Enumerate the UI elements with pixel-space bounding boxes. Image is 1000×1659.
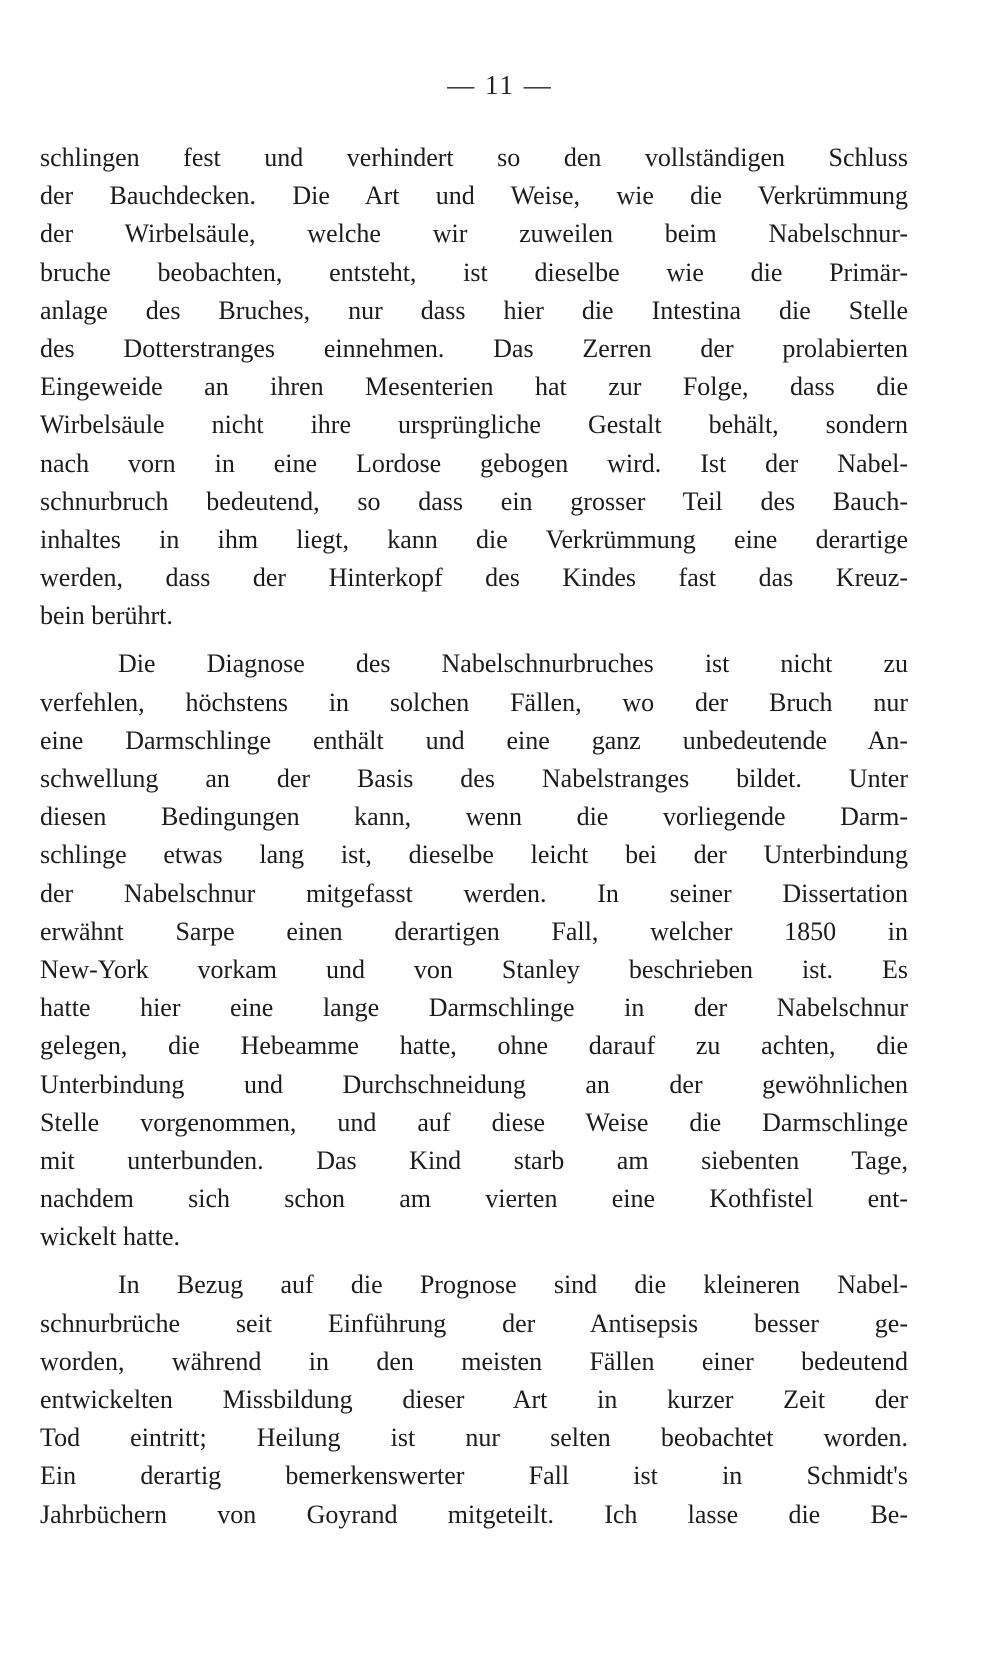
text-line: nachdem sich schon am vierten eine Kothfistel ent- — [40, 1184, 908, 1214]
text-line: New-York vorkam und von Stanley beschrieben ist. Es — [40, 954, 908, 984]
text-line: Jahrbüchern von Goyrand mitgeteilt. Ich lasse die Be- — [40, 1499, 908, 1529]
text-line: der Nabelschnur mitgefasst werden. In seiner Dissertation — [40, 878, 908, 908]
page-number: — 11 — — [447, 70, 553, 100]
text-line: Wirbelsäule nicht ihre ursprüngliche Gestalt behält, sondern — [40, 410, 908, 440]
text-line: worden, während in den meisten Fällen einer bedeutend — [40, 1346, 908, 1376]
text-line: bein berührt. — [40, 601, 173, 631]
text-line: mit unterbunden. Das Kind starb am siebenten Tage, — [40, 1145, 908, 1175]
text-line: erwähnt Sarpe einen derartigen Fall, welcher 1850 in — [40, 916, 908, 946]
text-line: schwellung an der Basis des Nabelstranges bildet. Unter — [40, 764, 908, 793]
text-line: Ein derartig bemerkenswerter Fall ist in Schmidt's — [40, 1461, 908, 1491]
text-line: der Bauchdecken. Die Art und Weise, wie die Verkrümmung — [40, 181, 908, 211]
text-line: inhaltes in ihm liegt, kann die Verkrümmung eine derartige — [40, 524, 908, 554]
paragraph-1 — [40, 139, 908, 635]
text-line: der Wirbelsäule, welche wir zuweilen beim Nabelschnur- — [40, 219, 908, 249]
paragraph-gap — [40, 635, 908, 645]
text-line: Unterbindung und Durchschneidung an der gewöhnlichen — [40, 1069, 908, 1099]
text-line: anlage des Bruches, nur dass hier die Intestina die Stelle — [40, 295, 908, 325]
text-line: Eingeweide an ihren Mesenterien hat zur Folge, dass die — [40, 372, 908, 402]
text-line: werden, dass der Hinterkopf des Kindes fast das Kreuz- — [40, 563, 908, 593]
text-line: gelegen, die Hebeamme hatte, ohne darauf zu achten, die — [40, 1031, 908, 1061]
text-line: Die Diagnose des Nabelschnurbruches ist nicht zu — [118, 649, 908, 679]
text-line: schnurbruch bedeutend, so dass ein grosser Teil des Bauch- — [40, 486, 908, 516]
paragraph-3 — [40, 1266, 908, 1533]
text-line: Stelle vorgenommen, und auf diese Weise die Darmschlinge — [40, 1107, 908, 1137]
text-line: schnurbrüche seit Einführung der Antisepsis besser ge- — [40, 1308, 908, 1338]
text-line: des Dotterstranges einnehmen. Das Zerren der prolabierten — [40, 333, 908, 363]
text-line: eine Darmschlinge enthält und eine ganz unbedeutende An- — [40, 725, 908, 755]
text-line: schlinge etwas lang ist, dieselbe leicht bei der Unterbindung — [40, 840, 908, 870]
paragraph-gap — [40, 1256, 908, 1266]
text-line: hatte hier eine lange Darmschlinge in der Nabelschnur — [40, 993, 908, 1023]
body-text — [40, 139, 908, 1534]
text-line: diesen Bedingungen kann, wenn die vorliegende Darm- — [40, 802, 908, 832]
text-line: verfehlen, höchstens in solchen Fällen, wo der Bruch nur — [40, 687, 908, 717]
text-line: nach vorn in eine Lordose gebogen wird. Ist der Nabel- — [40, 448, 908, 478]
text-line: In Bezug auf die Prognose sind die kleineren Nabel- — [118, 1270, 908, 1300]
text-line: entwickelten Missbildung dieser Art in kurzer Zeit der — [40, 1385, 908, 1414]
text-line: bruche beobachten, entsteht, ist dieselbe wie die Primär- — [40, 257, 908, 287]
text-line: schlingen fest und verhindert so den vollständigen Schluss — [40, 143, 908, 172]
text-line: wickelt hatte. — [40, 1222, 181, 1252]
text-line: Tod eintritt; Heilung ist nur selten beobachtet worden. — [40, 1423, 908, 1453]
paragraph-2 — [40, 645, 908, 1256]
